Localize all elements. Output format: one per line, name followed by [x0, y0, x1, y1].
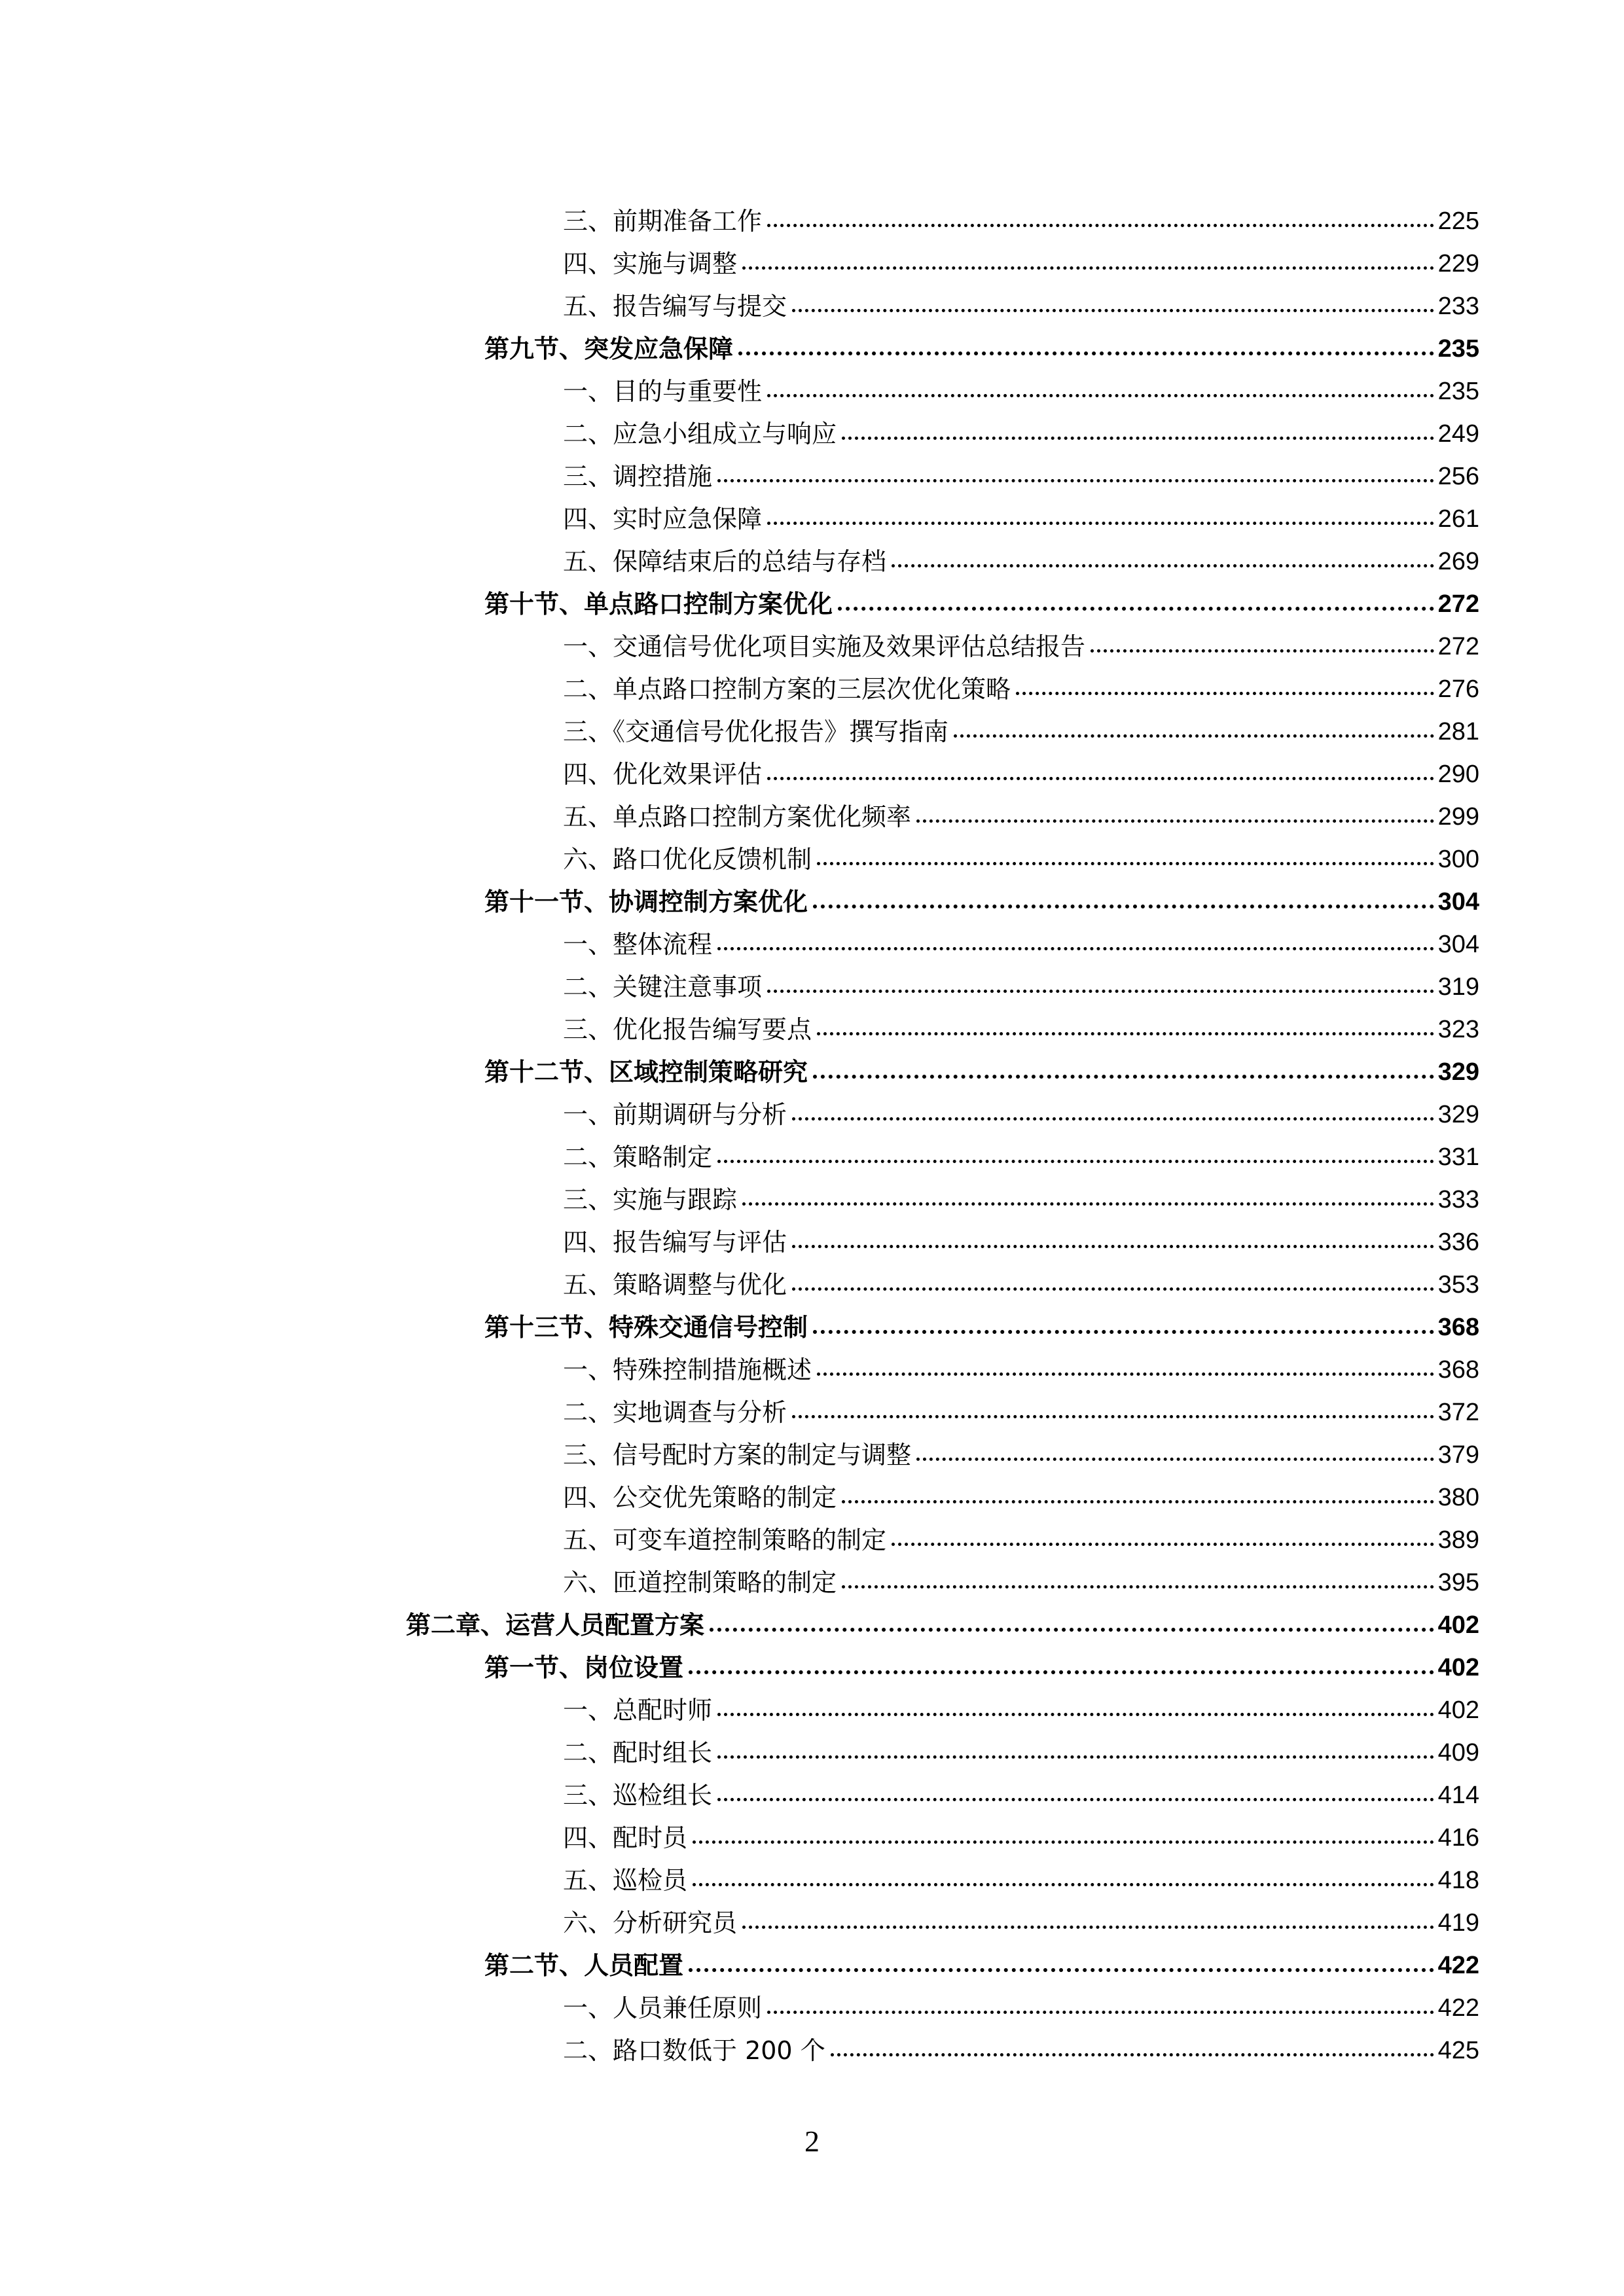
page-number: 2: [804, 2125, 820, 2158]
toc-entry-page: 333: [1437, 1185, 1479, 1213]
toc-entry-title: 五、报告编写与提交: [563, 291, 787, 321]
toc-entry-page: 269: [1437, 547, 1479, 575]
toc-dot-leader: [1091, 649, 1434, 653]
toc-dot-leader: [717, 1160, 1434, 1163]
toc-entry-title: 四、实时应急保障: [563, 504, 763, 533]
toc-entry-title: 二、配时组长: [563, 1738, 713, 1767]
toc-entry-page: 300: [1437, 845, 1479, 873]
toc-subsection-entry[interactable]: [563, 1774, 1479, 1816]
toc-entry-title: 四、公交优先策略的制定: [563, 1482, 837, 1512]
toc-subsection-entry[interactable]: [563, 455, 1479, 497]
toc-entry-title: 一、前期调研与分析: [563, 1100, 787, 1129]
toc-entry-page: 323: [1437, 1015, 1479, 1043]
toc-entry-title: 二、应急小组成立与响应: [563, 419, 837, 448]
toc-subsection-entry[interactable]: [563, 795, 1479, 838]
toc-entry-title: 第九节、突发应急保障: [484, 334, 734, 363]
toc-dot-leader: [817, 862, 1434, 865]
toc-subsection-entry[interactable]: [563, 200, 1479, 242]
toc-subsection-entry[interactable]: [563, 668, 1479, 710]
toc-entry-page: 422: [1437, 1951, 1479, 1979]
toc-entry-title: 三、信号配时方案的制定与调整: [563, 1440, 912, 1469]
toc-dot-leader: [717, 1755, 1434, 1759]
toc-subsection-entry[interactable]: [563, 1561, 1479, 1604]
toc-entry-title: 五、巡检员: [563, 1865, 688, 1895]
toc-entry-title: 六、分析研究员: [563, 1908, 738, 1937]
toc-section-entry[interactable]: [484, 880, 1479, 923]
toc-dot-leader: [892, 564, 1434, 567]
toc-subsection-entry[interactable]: [563, 1476, 1479, 1518]
toc-entry-page: 402: [1437, 1611, 1479, 1639]
toc-dot-leader: [767, 990, 1434, 993]
toc-dot-leader: [817, 1372, 1434, 1376]
toc-dot-leader: [831, 2053, 1434, 2056]
toc-entry-page: 304: [1437, 930, 1479, 958]
toc-subsection-entry[interactable]: [563, 2029, 1479, 2072]
toc-subsection-entry[interactable]: [563, 1859, 1479, 1901]
toc-entry-title: 三、实施与跟踪: [563, 1185, 738, 1214]
toc-subsection-entry[interactable]: [563, 1901, 1479, 1944]
toc-entry-title: 第十二节、区域控制策略研究: [484, 1057, 808, 1086]
toc-subsection-entry[interactable]: [563, 1986, 1479, 2029]
toc-subsection-entry[interactable]: [563, 1178, 1479, 1221]
toc-entry-title: 五、保障结束后的总结与存档: [563, 547, 887, 576]
toc-section-entry[interactable]: [484, 1646, 1479, 1689]
toc-dot-leader: [838, 607, 1434, 611]
toc-entry-page: 418: [1437, 1866, 1479, 1894]
toc-entry-title: 二、关键注意事项: [563, 972, 763, 1001]
toc-subsection-entry[interactable]: [563, 1518, 1479, 1561]
toc-subsection-entry[interactable]: [563, 753, 1479, 795]
toc-entry-title: 五、策略调整与优化: [563, 1270, 787, 1299]
toc-entry-title: 五、可变车道控制策略的制定: [563, 1525, 887, 1554]
toc-dot-leader: [738, 351, 1434, 355]
toc-entry-title: 六、路口优化反馈机制: [563, 844, 812, 874]
toc-entry-title: 三、《交通信号优化报告》撰写指南: [563, 717, 949, 746]
toc-entry-page: 304: [1437, 888, 1479, 916]
toc-entry-page: 235: [1437, 377, 1479, 405]
toc-dot-leader: [792, 309, 1434, 312]
toc-entry-page: 353: [1437, 1270, 1479, 1299]
toc-entry-title: 二、路口数低于 200 个: [563, 2036, 825, 2065]
toc-entry-page: 233: [1437, 292, 1479, 320]
toc-entry-title: 一、特殊控制措施概述: [563, 1355, 812, 1384]
toc-entry-title: 三、调控措施: [563, 461, 713, 491]
toc-dot-leader: [693, 1883, 1434, 1886]
toc-section-entry[interactable]: [484, 1944, 1479, 1986]
toc-dot-leader: [813, 905, 1434, 908]
toc-dot-leader: [742, 266, 1434, 270]
toc-entry-page: 395: [1437, 1568, 1479, 1596]
toc-entry-page: 290: [1437, 760, 1479, 788]
toc-dot-leader: [767, 777, 1434, 780]
toc-subsection-entry[interactable]: [563, 923, 1479, 965]
toc-dot-leader: [742, 1926, 1434, 1929]
toc-dot-leader: [842, 1585, 1434, 1588]
toc-dot-leader: [689, 1968, 1434, 1972]
toc-subsection-entry[interactable]: [563, 838, 1479, 880]
toc-dot-leader: [710, 1628, 1434, 1632]
toc-subsection-entry[interactable]: [563, 1689, 1479, 1731]
toc-entry-title: 四、报告编写与评估: [563, 1227, 787, 1257]
toc-entry-page: 235: [1437, 334, 1479, 363]
toc-subsection-entry[interactable]: [563, 1221, 1479, 1263]
toc-entry-title: 一、交通信号优化项目实施及效果评估总结报告: [563, 632, 1086, 661]
toc-dot-leader: [1016, 692, 1434, 695]
toc-subsection-entry[interactable]: [563, 710, 1479, 753]
toc-entry-title: 三、优化报告编写要点: [563, 1014, 812, 1044]
toc-subsection-entry[interactable]: [563, 1093, 1479, 1136]
toc-entry-page: 380: [1437, 1483, 1479, 1511]
toc-entry-page: 276: [1437, 675, 1479, 703]
toc-entry-title: 四、配时员: [563, 1823, 688, 1852]
toc-entry-page: 281: [1437, 717, 1479, 745]
toc-dot-leader: [717, 1713, 1434, 1716]
toc-section-entry[interactable]: [484, 1050, 1479, 1093]
toc-entry-title: 一、目的与重要性: [563, 376, 763, 406]
toc-subsection-entry[interactable]: [563, 1008, 1479, 1050]
toc-entry-title: 三、前期准备工作: [563, 206, 763, 236]
toc-dot-leader: [767, 2011, 1434, 2014]
table-of-contents: [0, 200, 1624, 2072]
toc-entry-page: 329: [1437, 1058, 1479, 1086]
toc-entry-page: 272: [1437, 590, 1479, 618]
toc-dot-leader: [916, 1458, 1434, 1461]
toc-dot-leader: [842, 1500, 1434, 1503]
toc-entry-page: 331: [1437, 1143, 1479, 1171]
toc-entry-title: 二、实地调查与分析: [563, 1397, 787, 1427]
toc-dot-leader: [792, 1117, 1434, 1121]
toc-entry-page: 272: [1437, 632, 1479, 660]
toc-subsection-entry[interactable]: [563, 1433, 1479, 1476]
toc-subsection-entry[interactable]: [563, 1136, 1479, 1178]
toc-subsection-entry[interactable]: [563, 965, 1479, 1008]
toc-entry-page: 299: [1437, 802, 1479, 831]
toc-entry-page: 319: [1437, 973, 1479, 1001]
toc-subsection-entry[interactable]: [563, 540, 1479, 583]
toc-entry-page: 368: [1437, 1313, 1479, 1341]
toc-dot-leader: [817, 1032, 1434, 1035]
toc-dot-leader: [717, 1798, 1434, 1801]
toc-entry-page: 402: [1437, 1696, 1479, 1724]
toc-entry-page: 414: [1437, 1781, 1479, 1809]
toc-entry-page: 416: [1437, 1823, 1479, 1852]
toc-entry-title: 第二章、运营人员配置方案: [406, 1610, 705, 1640]
toc-section-entry[interactable]: [484, 327, 1479, 370]
toc-entry-title: 第二节、人员配置: [484, 1950, 684, 1980]
toc-entry-page: 336: [1437, 1228, 1479, 1256]
toc-section-entry[interactable]: [484, 1306, 1479, 1348]
toc-dot-leader: [916, 819, 1434, 823]
toc-dot-leader: [813, 1330, 1434, 1334]
toc-entry-title: 四、实施与调整: [563, 249, 738, 278]
toc-subsection-entry[interactable]: [563, 1348, 1479, 1391]
toc-dot-leader: [892, 1543, 1434, 1546]
toc-entry-page: 261: [1437, 505, 1479, 533]
toc-entry-page: 249: [1437, 420, 1479, 448]
toc-subsection-entry[interactable]: [563, 497, 1479, 540]
toc-dot-leader: [813, 1075, 1434, 1079]
toc-subsection-entry[interactable]: [563, 412, 1479, 455]
toc-subsection-entry[interactable]: [563, 370, 1479, 412]
toc-entry-title: 六、匝道控制策略的制定: [563, 1568, 837, 1597]
toc-dot-leader: [717, 479, 1434, 482]
toc-entry-title: 第十三节、特殊交通信号控制: [484, 1312, 808, 1342]
toc-entry-page: 419: [1437, 1909, 1479, 1937]
toc-dot-leader: [842, 437, 1434, 440]
toc-entry-title: 第十一节、协调控制方案优化: [484, 887, 808, 916]
toc-dot-leader: [689, 1670, 1434, 1674]
toc-entry-page: 372: [1437, 1398, 1479, 1426]
toc-entry-page: 329: [1437, 1100, 1479, 1128]
toc-entry-title: 一、总配时师: [563, 1695, 713, 1725]
toc-entry-page: 368: [1437, 1355, 1479, 1384]
toc-entry-title: 二、单点路口控制方案的三层次优化策略: [563, 674, 1011, 704]
toc-entry-title: 第十节、单点路口控制方案优化: [484, 589, 833, 619]
toc-subsection-entry[interactable]: [563, 285, 1479, 327]
toc-entry-title: 一、整体流程: [563, 929, 713, 959]
toc-dot-leader: [742, 1202, 1434, 1206]
toc-subsection-entry[interactable]: [563, 625, 1479, 668]
toc-subsection-entry[interactable]: [563, 242, 1479, 285]
toc-entry-title: 一、人员兼任原则: [563, 1993, 763, 2022]
toc-subsection-entry[interactable]: [563, 1263, 1479, 1306]
toc-subsection-entry[interactable]: [563, 1391, 1479, 1433]
toc-subsection-entry[interactable]: [563, 1816, 1479, 1859]
toc-entry-page: 229: [1437, 249, 1479, 278]
toc-entry-title: 五、单点路口控制方案优化频率: [563, 802, 912, 831]
toc-entry-title: 第一节、岗位设置: [484, 1653, 684, 1682]
toc-entry-page: 409: [1437, 1738, 1479, 1767]
toc-entry-page: 379: [1437, 1441, 1479, 1469]
toc-entry-page: 225: [1437, 207, 1479, 235]
toc-entry-title: 三、巡检组长: [563, 1780, 713, 1810]
toc-chapter-entry[interactable]: [406, 1604, 1479, 1646]
toc-dot-leader: [954, 734, 1434, 738]
toc-dot-leader: [792, 1415, 1434, 1418]
toc-entry-title: 二、策略制定: [563, 1142, 713, 1172]
toc-entry-page: 425: [1437, 2036, 1479, 2064]
toc-subsection-entry[interactable]: [563, 1731, 1479, 1774]
toc-section-entry[interactable]: [484, 583, 1479, 625]
toc-dot-leader: [717, 947, 1434, 950]
toc-entry-page: 389: [1437, 1526, 1479, 1554]
toc-entry-page: 422: [1437, 1994, 1479, 2022]
toc-entry-page: 402: [1437, 1653, 1479, 1681]
toc-dot-leader: [767, 394, 1434, 397]
toc-entry-title: 四、优化效果评估: [563, 759, 763, 789]
toc-entry-page: 256: [1437, 462, 1479, 490]
toc-dot-leader: [792, 1287, 1434, 1291]
toc-dot-leader: [792, 1245, 1434, 1248]
toc-dot-leader: [767, 522, 1434, 525]
toc-dot-leader: [767, 224, 1434, 227]
toc-dot-leader: [693, 1840, 1434, 1844]
